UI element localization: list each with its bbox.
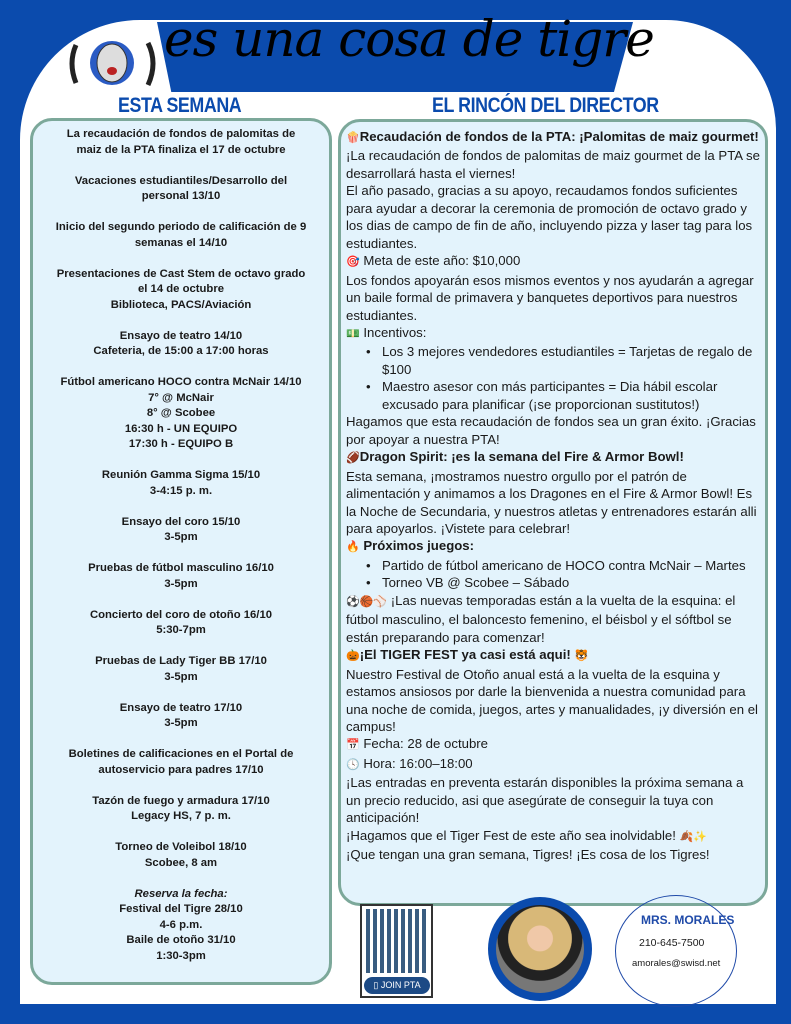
left-heading: ESTA SEMANA [118,94,242,117]
event-line: Fútbol americano HOCO contra McNair 14/10 [60,376,302,388]
list-item: • Partido de fútbol americano de HOCO contra McNair – Martes [366,557,761,574]
pta-paragraph: Los fondos apoyarán esos mismos eventos y nos ayudarán a agregar un baile formal de primavera y banquetes deportivos para nuestros estudiantes. [346,272,754,323]
event-item [39,375,323,453]
event-line: el 14 de octubre [137,283,224,295]
fire-icon: 🔥 [346,541,360,554]
phone-number: 210-645-7500 [639,937,705,949]
list-item: • Los 3 mejores vendedores estudiantiles = Tarjetas de regalo de $100 [366,343,761,378]
event-item [39,561,323,592]
pumpkin-icon: 🎃 [346,650,360,663]
event-item [39,840,323,871]
closing-line: ¡Que tengan una gran semana, Tigres! ¡Es cosa de los Tigres! [346,847,710,863]
event-line: 8° @ Scobee [146,407,216,419]
event-line: Concierto del coro de otoño 16/10 [89,608,273,621]
event-line: Ensayo de teatro 14/10 [119,329,243,342]
spirit-paragraph: Esta semana, ¡mostramos nuestro orgullo por el patrón de alimentación y animamos a los Dragones en el Fire & Armor Bowl! Es la Noche de Secundaria, y nuestros atletas y entrenadores estarán alli para apoyarlos. ¡Vistete para celebrar! [346,468,757,536]
event-item [39,794,323,825]
event-line: 17:30 h - EQUIPO B [128,438,234,450]
tiger-logo [68,35,158,90]
event-line: Presentaciones de Cast Stem de octavo grado [56,267,306,280]
event-line: Cafeteria, de 15:00 a 17:00 horas [93,345,269,357]
event-line: Pruebas de Lady Tiger BB 17/10 [95,655,267,667]
money-icon: 💵 [346,327,360,340]
principal-corner-box [338,119,768,906]
event-line: Festival del Tigre 28/10 [119,903,243,915]
event-item [39,468,323,499]
calendar-icon: 📅 [346,739,360,752]
event-line: semanas el 14/10 [134,236,228,249]
target-icon: 🎯 [346,256,360,269]
popcorn-icon: 🍿 [346,132,360,144]
event-item [39,174,323,205]
email-address[interactable]: amorales@swisd.net [632,958,721,969]
pta-paragraph: Hagamos que esta recaudación de fondos sea un gran éxito. ¡Gracias por apoyar a nuestra PTA! [346,414,756,447]
right-heading: EL RINCÓN DEL DIRECTOR [432,94,659,117]
event-item [39,127,323,158]
event-line: 3-5pm [164,717,198,729]
seasons-paragraph: ¡Las nuevas temporadas están a la vuelta de la esquina: el fútbol masculino, el baloncesto femenino, el béisbol y el sóftbol se están preparando para comenzar! [346,592,736,645]
event-line: Baile de otoño 31/10 [126,934,236,946]
save-the-date [39,887,323,965]
event-item [39,701,323,732]
event-line: Boletines de calificaciones en el Portal de [68,748,294,760]
join-pta-button[interactable] [364,977,430,994]
event-line: 3-5pm [164,577,198,590]
tiger-icon: 🐯 [574,650,589,663]
join-pta-qr-code[interactable] [360,904,433,998]
event-line: 3-4:15 p. m. [149,484,213,497]
leaves-sparkle-icon: 🍂✨ [679,830,707,843]
event-line: 5:30-7pm [156,624,206,636]
principal-photo [488,897,592,1001]
event-line: 1:30-3pm [156,949,206,962]
this-week-box [30,118,332,985]
event-line: Inicio del segundo periodo de calificación de 9 [55,221,307,233]
join-pta-label: JOIN PTA [380,980,421,990]
fest-paragraph: Nuestro Festival de Otoño anual está a la vuelta de la esquina y estamos ansiosos por darle la bienvenida a nuestra comunidad para una noche de comida, juegos, artes y manualidades, ¡y diversión en el campus! [346,666,758,734]
phone-icon: ▯ [373,980,379,990]
event-line: Pruebas de fútbol masculino 16/10 [88,562,274,574]
qr-code-image [366,909,428,973]
games-title: Próximos juegos: [363,538,475,554]
tickets-paragraph: ¡Las entradas en preventa estarán disponibles la próxima semana a un precio reducido, asi que asegúrate de conseguir la tuya con anticipación! [346,775,744,826]
pta-paragraph: ¡La recaudación de fondos de palomitas de maiz gourmet de la PTA se desarrollará hasta el viernes! [346,148,760,181]
fest-date: Fecha: 28 de octubre [363,736,489,752]
newsletter-title: es una cosa de tigre [164,10,654,68]
clock-icon: 🕓 [346,758,360,771]
list-item: • Maestro asesor con más participantes = Dia hábil escolar excusado para planificar (¡se proporcionan sustitutos!) [366,378,761,413]
fest-time: Hora: 16:00–18:00 [363,755,473,771]
save-date-label: Reserva la fecha: [134,887,228,900]
event-line: Scobee, 8 am [144,856,218,869]
event-line: 4-6 p.m. [159,918,203,931]
event-line: Torneo de Voleibol 18/10 [115,841,247,853]
goal: Meta de este año: $10,000 [363,253,521,269]
event-line: 7° @ McNair [148,391,214,404]
event-item [39,747,323,778]
event-line: 3-5pm [164,670,198,683]
contact-circle [615,895,737,1007]
event-item [39,220,323,251]
closing-line: ¡Hagamos que el Tiger Fest de este año sea inolvidable! [346,827,676,843]
sports-balls-icon: ⚽🏀⚾ [346,595,388,608]
event-line: personal 13/10 [141,190,221,202]
event-item [39,654,323,685]
event-line: Vacaciones estudiantiles/Desarrollo del [74,174,288,187]
principal-name: MRS. MORALES [641,913,735,927]
event-line: Biblioteca, PACS/Aviación [110,298,252,311]
pta-title: Recaudación de fondos de la PTA: ¡Palomitas de maiz gourmet! [359,129,759,144]
event-line: Ensayo del coro 15/10 [121,515,241,528]
event-item [39,329,323,360]
event-line: Tazón de fuego y armadura 17/10 [92,794,270,807]
football-icon: 🏈 [346,452,360,465]
event-line: Reunión Gamma Sigma 15/10 [101,469,261,481]
event-line: autoservicio para padres 17/10 [98,763,264,776]
event-line: La recaudación de fondos de palomitas de [66,128,296,140]
event-line: maiz de la PTA finaliza el 17 de octubre [76,143,286,156]
pta-paragraph: El año pasado, gracias a su apoyo, recaudamos fondos suficientes para ayudar a decorar la ceremonia de promoción de octavo grado y los dias de campo de fin de año, incluyendo pizza y laser tag para los estudiantes. [346,183,753,251]
event-line: 16:30 h - UN EQUIPO [124,422,238,435]
event-item [39,608,323,639]
event-line: Ensayo de teatro 17/10 [119,701,243,714]
incentives-label: Incentivos: [363,324,427,340]
list-item: • Torneo VB @ Scobee – Sábado [366,574,761,591]
event-line: 3-5pm [164,531,198,543]
event-item [39,267,323,314]
event-line: Legacy HS, 7 p. m. [131,810,231,822]
fest-title: ¡El TIGER FEST ya casi está aqui! [359,647,571,663]
event-item [39,515,323,546]
spirit-title: Dragon Spirit: ¡es la semana del Fire & Armor Bowl! [359,449,684,465]
